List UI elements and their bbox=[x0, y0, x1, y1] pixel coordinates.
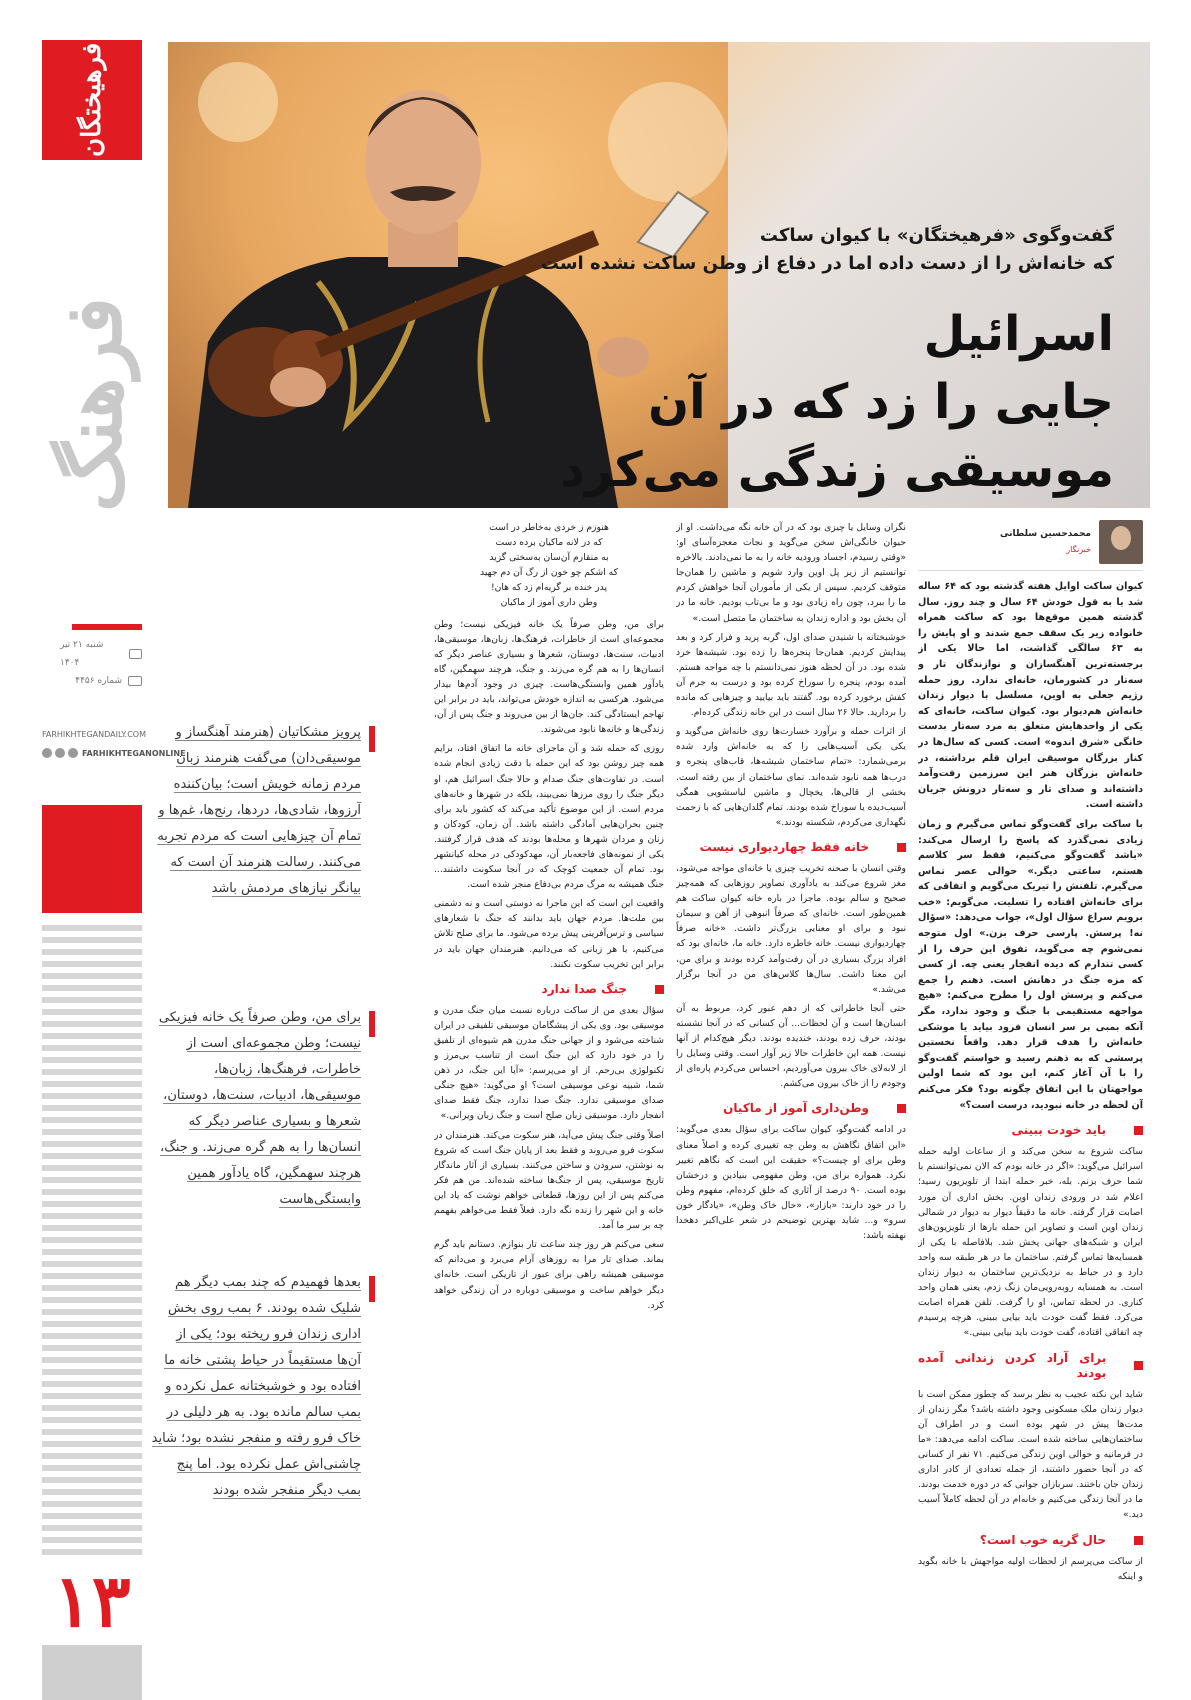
square-icon bbox=[1134, 1361, 1143, 1370]
social-icons bbox=[42, 748, 78, 758]
pull-quote bbox=[151, 1270, 361, 1504]
subheading: باید خودت ببینی bbox=[918, 1123, 1143, 1138]
stripe-pattern bbox=[42, 925, 142, 1565]
paragraph: ساکت شروع به سخن می‌کند و از ساعات اولیه حمله اسرائیل می‌گوید: «اگر در خانه بودم که الان نمی‌توانستم با شما حرف بزنم. بله، خبر حمله ابتدا از تلویزیون رسید؛ اعلام شد در ورودی زندان اوین. بخش اداری آن مورد اصابت قرار گرفته. خانه ما دقیقاً دیوار به دیوار در شمالی زندان اوین است و تصاویر این حمله بارها از تلویزیون‌های ایران و شبکه‌های جهانی پخش شد. بلافاصله با یکی از همسایه‌ها تماس گرفتم. ساختمان ما در هر طبقه سه واحد دارد و در حیاط به نزدیک‌ترین ساختمان به دیوار زندان است. به همسایه روبه‌رویی‌مان زنگ زدم، یعنی همان واحد کناری. در لحظه تماس، او را گرفت. تلفن همراه اصابت می‌کرد. فقط گفت خودت باید بیایی ببینی. هرچه پرسیدم چه اتفاقی افتاده، گفت خودت باید بیایی ببینی.» bbox=[918, 1146, 1143, 1339]
author-role: خبرنگار bbox=[1066, 545, 1091, 554]
subtitle: که خانه‌اش را از دست داده اما در دفاع از وطن ساکت نشده است bbox=[540, 253, 1114, 274]
paragraph: با ساکت برای گفت‌وگو تماس می‌گیرم و زمان زیادی نمی‌گذرد که پاسخ را ارسال می‌کند: «باشد گفت‌وگو می‌کنیم، فقط سر کلاسم هستم، ساعتی دیگر.» حوالی عصر تماس می‌گیرم. تلفنش را تیریک می‌گویم و اتفاقی که برای خانه‌اش افتاده را تسلیت. می‌گویم: «خب برویم سراغ سؤال اول»، جواب می‌دهد: «سؤال نه! پرسش. پارسی حرف بزن.» اول متوجه نمی‌شوم چه می‌گوید، تفوق این حرف را از کسی تندارم که دیده انفجار یعنی چه. از کسی که مزه جنگ در دهانش است. ذهنم را جمع می‌کنم و پرسش اول را مطرح می‌کنم: «هیچ مواجهه مستقیمی با جنگ و وجود ندارد، مگر آنکه بمبی بر سر انسان فرود بیاید یا موشکی خانه‌اش را هدف قرار دهد. واقعاً نخستین پرسشی که به ذهنم رسید و خواستم گفت‌وگو را با آن آغاز کنم، این بود که شما اولین مواجهتان با این اتفاق چگونه بود؟ فکر می‌کنم آن لحظه در خانه نبودید، درست است؟» bbox=[918, 818, 1143, 1111]
poem-line: که اشکم چو خون از رگ آن دم جهید bbox=[480, 567, 618, 579]
poem-line: به منقارم آن‌سان به‌سختی گزید bbox=[489, 552, 609, 564]
lead-paragraph: کیوان ساکت اوایل هفته گذشته بود که ۶۴ ساله شد یا به قول خودش ۶۴ سال و چند روز. سال گذشته همین موقع‌ها بود که ساکت همراه خانواده زیر یک سقف جمع شدند و او پایش را به ۶۳ سالگی گذاشت، اما حالا یکی از برجسته‌ترین آهنگسازان و نوازندگان تار و سه‌تار در کشورمان، خانه‌ای ندارد. روز حمله رژیم جعلی به اوین، مسلسل با دیوار زندان خانه‌اش هم‌دیوار بود. کیوان ساکت، خانه‌ای که یکی از واحدهایش متعلق به مرد سه‌تار بدست خانگی «شرق اندوه» است. کسی که سال‌ها در کنار بزرگان موسیقی ایران قلم برداشته، در خانه‌اش بزرگان هنر این سرزمین رفت‌وآمد داشته‌اند و صدای تار و سه‌تار درونش جریان داشته است. bbox=[918, 581, 1143, 811]
paragraph: خوشبختانه با شنیدن صدای اول، گربه پرید و فرار کرد و بعد پیدایش کردیم. همان‌جا پنجره‌ها را زده بود. شیشه‌ها خرد شده بود. در آن لحظه هنوز نمی‌دانستم با چه مواجه هستم. آمده بودم، پنجره را سوراخ کرده بود و درست به جرم آن کفش برخورد کرده بود. گفتند باید بیایید و چیزهایی که مانده را بردارید. حالا ۲۶ سال است در این خانه زندگی کرده‌ام. bbox=[676, 631, 906, 719]
newspaper-logo: فرهیختگان bbox=[42, 40, 142, 160]
subheading: جنگ صدا ندارد bbox=[434, 982, 664, 997]
article-column-1 bbox=[918, 520, 1143, 1680]
paragraph: از ساکت می‌پرسم از لحظات اولیه مواجهش با خانه بگوید و اینکه bbox=[918, 1555, 1143, 1582]
poem bbox=[434, 520, 664, 611]
pull-quote-text: برای من، وطن صرفاً یک خانه فیزیکی نیست؛ وطن مجموعه‌ای است از خاطرات، فرهنگ‌ها، زبان‌ها، موسیقی‌ها، ادبیات، سنت‌ها، دوستان، شعرها و بسیاری عناصر دیگر که انسان‌ها را به هم گره می‌زند. و جنگ، هرچند سهمگین، گاه یادآور همین وابستگی‌هاست bbox=[158, 1010, 361, 1207]
headline-block bbox=[514, 222, 1114, 504]
quote-marker bbox=[369, 1276, 375, 1302]
subheading: وطن‌داری آموز از ماکیان bbox=[676, 1101, 906, 1116]
social-handle[interactable] bbox=[42, 748, 186, 758]
subheading: برای آزاد کردن زندانی آمده بودند bbox=[918, 1351, 1143, 1381]
headline bbox=[514, 300, 1114, 504]
subheading: حال گریه خوب است؟ bbox=[918, 1533, 1143, 1548]
square-icon bbox=[897, 843, 906, 852]
kicker: گفت‌وگوی «فرهیختگان» با کیوان ساکت bbox=[759, 225, 1114, 246]
square-icon bbox=[1134, 1126, 1143, 1135]
headline-line-1: اسرائیل bbox=[923, 306, 1114, 362]
issue-meta bbox=[60, 636, 142, 690]
paragraph: در ادامه گفت‌وگو، کیوان ساکت برای سؤال بعدی می‌گوید: «این اتفاق نگاهش به وطن چه تغییری کرده و اصلاً معنای وطن برای او چیست؟» حقیقت این است که نگاهم تغییر نکرد. همواره برای من، وطن مفهومی بنیادین و درخشان بوده است. ۹۰ درصد از آثاری که خلق کرده‌ام، مفهوم وطن را در خود دارند: «بازار»، «حال خاک وطن»، «یادگار خون سرو» و... شاید بهترین توضیحم در شعر علی‌اکبر دهخدا نهفته باشد: bbox=[676, 1124, 906, 1242]
pull-quote bbox=[151, 1005, 361, 1213]
red-accent-block bbox=[42, 805, 142, 913]
square-icon bbox=[897, 1104, 906, 1113]
paragraph: از اثرات حمله و برآورد خسارت‌ها روی خانه‌اش می‌گوید و یکی یکی آسیب‌هایی را که به خانه‌اش وارد شده برمی‌شمارد: «تمام ساختمان شیشه‌ها، قاب‌های پنجره و درب‌ها همه نابود شده‌اند. نمای ساختمان از بین رفته است. بخشی از قالی‌ها، یخچال و ماشین لباسشویی همگی آسیب‌دیده یا سوراخ شده بودند. تمام گلدان‌هایی که با زحمت نگهداری می‌کردم، شکسته بودند.» bbox=[676, 726, 906, 828]
byline bbox=[918, 520, 1143, 571]
paragraph: حتی آنجا خاطراتی که از دهم عبور کرد، مربوط به آن انسان‌ها است و آن لحظات... آن کسانی که در آنجا نشسته بودند، حرف زده بودند، خندیده بودند. دیگر هیچ‌کدام از آنها نیست. همه این خاطرات حالا زیر آوار است. وقتی وسایل را از لابه‌لای خاک بیرون می‌آوردیم، احساس می‌کردم پاره‌ای از وجودم را از خاک بیرون می‌کشم. bbox=[676, 1002, 906, 1090]
paragraph: برای من، وطن صرفاً یک خانه فیزیکی نیست؛ وطن مجموعه‌ای است از خاطرات، فرهنگ‌ها، زبان‌ها، موسیقی‌ها، ادبیات، سنت‌ها، دوستان، شعرها و بسیاری عناصر دیگر که انسان‌ها را به هم گره می‌زند. و جنگ، هرچند سهمگین، گاه یادآور همین وابستگی‌هاست. چیزی در وجود آدم‌ها بیدار می‌شود. هرکسی به اندازه خودش می‌تواند، باید در برابر این تهاجم ایستادگی کند. جان‌ها از بین می‌روند و جنگ پس از آن، زندگی‌ها و خانه‌ها نابود می‌شوند. bbox=[434, 618, 664, 736]
headline-line-2: جایی را زد که در آن bbox=[648, 374, 1114, 430]
hero-banner bbox=[168, 42, 1150, 508]
poem-line: وطن داری آموز از ماکیان bbox=[500, 597, 598, 609]
footer-block bbox=[42, 1645, 142, 1700]
article-column-2 bbox=[676, 520, 906, 1680]
issue-date: شنبه ۲۱ تیر ۱۴۰۴ bbox=[60, 640, 104, 668]
paragraph: سعی می‌کنم هر روز چند ساعت تار بنوازم. دستانم باید گرم بماند. صدای تار مرا به روزهای آرام می‌برد و می‌دانم که موسیقی همیشه راهی برای عبور از تاریکی است. خانه‌ای دیگر خواهم ساخت و موسیقی دوباره در آن زندگی خواهد کرد. bbox=[434, 1239, 664, 1311]
paragraph: روزی که حمله شد و آن ماجرای خانه ما اتفاق افتاد، برایم همه چیز روشن بود که این حمله با دقت زیادی انجام شده است. در تفاوت‌های جنگ صدام و حالا جنگ اسرائیل هم، او دیگر جنگ را روی مرزها نمی‌بیند، بلکه در شهرها و خانه‌های مردم است. از این موضوع تأکید می‌کند که کشور باید برای چنین بحران‌هایی آمادگی داشته باشد. آن زمان، کودکان و زنان و مردان شهرها و محله‌ها بودند که هدف قرار گرفتند. یکی از نمونه‌های فاجعه‌بار آن، مهدکودکی در محله کیانشهر بود. تمام آن جمعیت کوچک که در آنجا سکونت داشتند... جنگ همیشه به مرگ مردم بی‌دفاع منجر شده است. bbox=[434, 743, 664, 891]
author-avatar bbox=[1099, 520, 1143, 564]
pull-quote-text: بعدها فهمیدم که چند بمب دیگر هم شلیک شده بودند. ۶ بمب روی بخش اداری زندان فرو ریخته بود؛ یکی از آن‌ها مستقیماً در حیاط پشتی خانه ما افتاده بود و خوشبختانه عمل نکرده و بمب سالم مانده بود. به هر دلیلی در خاک فرو رفته و منفجر نشده بود؛ شاید چاشنی‌اش عمل نکرده بود. اما پنج بمب دیگر منفجر شده بودند bbox=[151, 1275, 361, 1498]
issue-number: شماره ۴۴۵۶ bbox=[75, 676, 122, 686]
square-icon bbox=[1134, 1536, 1143, 1545]
poem-line: که در لانه ماکیان برده دست bbox=[495, 537, 603, 549]
paragraph: وقتی انسان با صحنه تخریب چیزی یا خانه‌ای مواجه می‌شود، مغز شروع می‌کند به یادآوری تصاویر روزهایی که همه‌چیز صحیح و سالم بوده. ماجرا در باره خانه کیوان ساکت هم همین‌طور است. خانه‌ای که صرفاً انبوهی از آهن و سیمان نبود و برای او معنایی بزرگ‌تر داشت. «خانه صرفاً چهاردیواری نیست. خانه خاطره دارد. خانه ما، خانه‌ای بود که افراد بزرگ بسیاری در آن رفت‌وآمد کرده بودند و برای من، این معنا داشت. سال‌ها کلاس‌های من در آنجا برگزار می‌شد.» bbox=[676, 862, 906, 995]
pull-quote-text: پرویز مشکاتیان (هنرمند آهنگساز و موسیقی‌دان) می‌گفت هنرمند زبان مردم زمانه خویش است؛ بیان‌کننده آرزوها، شادی‌ها، دردها، رنج‌ها، غم‌ها و تمام آن چیزهایی است که مردم تجربه می‌کنند. رسالت هنرمند آن است که بیانگر نیازهای مردمش باشد bbox=[157, 725, 361, 896]
poem-line: پدر خنده بر گریه‌ام زد که هان! bbox=[490, 582, 608, 594]
paragraph: شاید این نکته عجیب به نظر برسد که چطور ممکن است با دیوار زندان ملک مسکونی وجود داشته باشد؟ مگر زندان از مدت‌ها پیش در شهر بوده است و در اطراف آن ساختمان‌هایی ساخته شده است. ساکت ادامه می‌دهد: «ما در فرمانیه و حوالی اوین زندگی می‌کنیم. ۷۱ نفر از کسانی که در آنجا حضور داشتند، از جمله تعدادی از کادر اداری زندان جان باختند. سربازان جوانی که در دوره خدمت بودند. ما در آنجا زندگی می‌کنیم و خانه‌ام در آن لحظه کاملاً آسیب دید.» bbox=[918, 1388, 1143, 1521]
paragraph: سؤال بعدی من از ساکت درباره نسبت میان جنگ مدرن و موسیقی بود. وی یکی از پیشگامان موسیقی تلفیقی در ایران شناخته می‌شود و از جهانی جنگ مدرن هم شیوه‌ای از تلفیق را در خود دارد که این جنگ است از تناسب بی‌مرز و تکنولوژی بی‌رحم. از او می‌پرسم: «آیا این جنگ، در ذهن شما، شبیه نوعی موسیقی است؟ او می‌گوید: «هیچ جنگی صدای موسیقی ندارد. جنگ صدا ندارد، جنگ فقط صدای انفجار دارد. موسیقی زبان صلح است و جنگ زبان ویرانی.» bbox=[434, 1004, 664, 1122]
quote-marker bbox=[369, 726, 375, 752]
pull-quote bbox=[151, 720, 361, 902]
headline-line-3: موسیقی زندگی می‌کرد bbox=[560, 442, 1114, 498]
section-title: فرهنگ bbox=[48, 297, 140, 513]
page-number: ۱۳ bbox=[42, 1555, 142, 1645]
author-name: محمدحسین سلطانی bbox=[1000, 528, 1091, 539]
divider bbox=[72, 624, 142, 630]
quote-marker bbox=[369, 1011, 375, 1037]
subheading: خانه فقط چهاردیواری نیست bbox=[676, 840, 906, 855]
poem-line: هنوزم ز خردی به‌خاطر در است bbox=[489, 522, 609, 533]
paragraph: اصلاً وقتی جنگ پیش می‌آید، هنر سکوت می‌کند. هنرمندان در سکوت فرو می‌روند و فقط بعد از پایان جنگ است که شروع به نوشتن، سرودن و ساختن می‌کنند. بسیاری از آثار ماندگار تاریخ موسیقی، پس از جنگ‌ها ساخته شده‌اند. من هم فکر می‌کنم پس از این روزها، قطعاتی خواهم نوشت که یاد این خانه و این شهر را زنده نگه دارد. فعلاً فقط می‌خواهم بفهمم چه بر سر ما آمد. bbox=[434, 1129, 664, 1232]
social-handle-text: FARHIKHTEGANONLINE bbox=[82, 748, 186, 758]
paragraph: نگران وسایل یا چیزی بود که در آن خانه نگه می‌داشت. او از حیوان خانگی‌اش سخن می‌گوید و نجات معجزه‌آسای او: «وقتی رسیدم، اجساد ورودیه خانه را به ما نمی‌دادند. بالاخره توانستیم از زیر پل اوین وارد شویم و ماشین را همان‌جا متوقف کردیم. سپس از یکی از مأموران آنجا خواهش کردم ما را ببرد، چون راه زیادی بود و ما بی‌تاب بودیم. خانه ما در آن بخش بود و اداره زندان به ساختمان ما متصل است.» bbox=[676, 522, 906, 624]
article-column-3 bbox=[434, 520, 664, 1680]
website-link[interactable]: FARHIKHTEGANDAILY.COM bbox=[42, 730, 146, 739]
paragraph: واقعیت این است که این ماجرا نه دوستی است و نه دشمنی بین ملت‌ها. مردم جهان باید بدانند که جنگ با شعارهای سیاسی و ترس‌آفرینی پیش برده می‌شود. ما برای صلح تلاش می‌کنیم، با هر زبانی که می‌دانیم. هنرمندان جهان باید در برابر این تخریب سکوت نکنند. bbox=[434, 898, 664, 970]
hash-icon bbox=[128, 676, 142, 686]
square-icon bbox=[655, 985, 664, 994]
left-rail bbox=[0, 0, 186, 1700]
calendar-icon bbox=[129, 649, 142, 659]
